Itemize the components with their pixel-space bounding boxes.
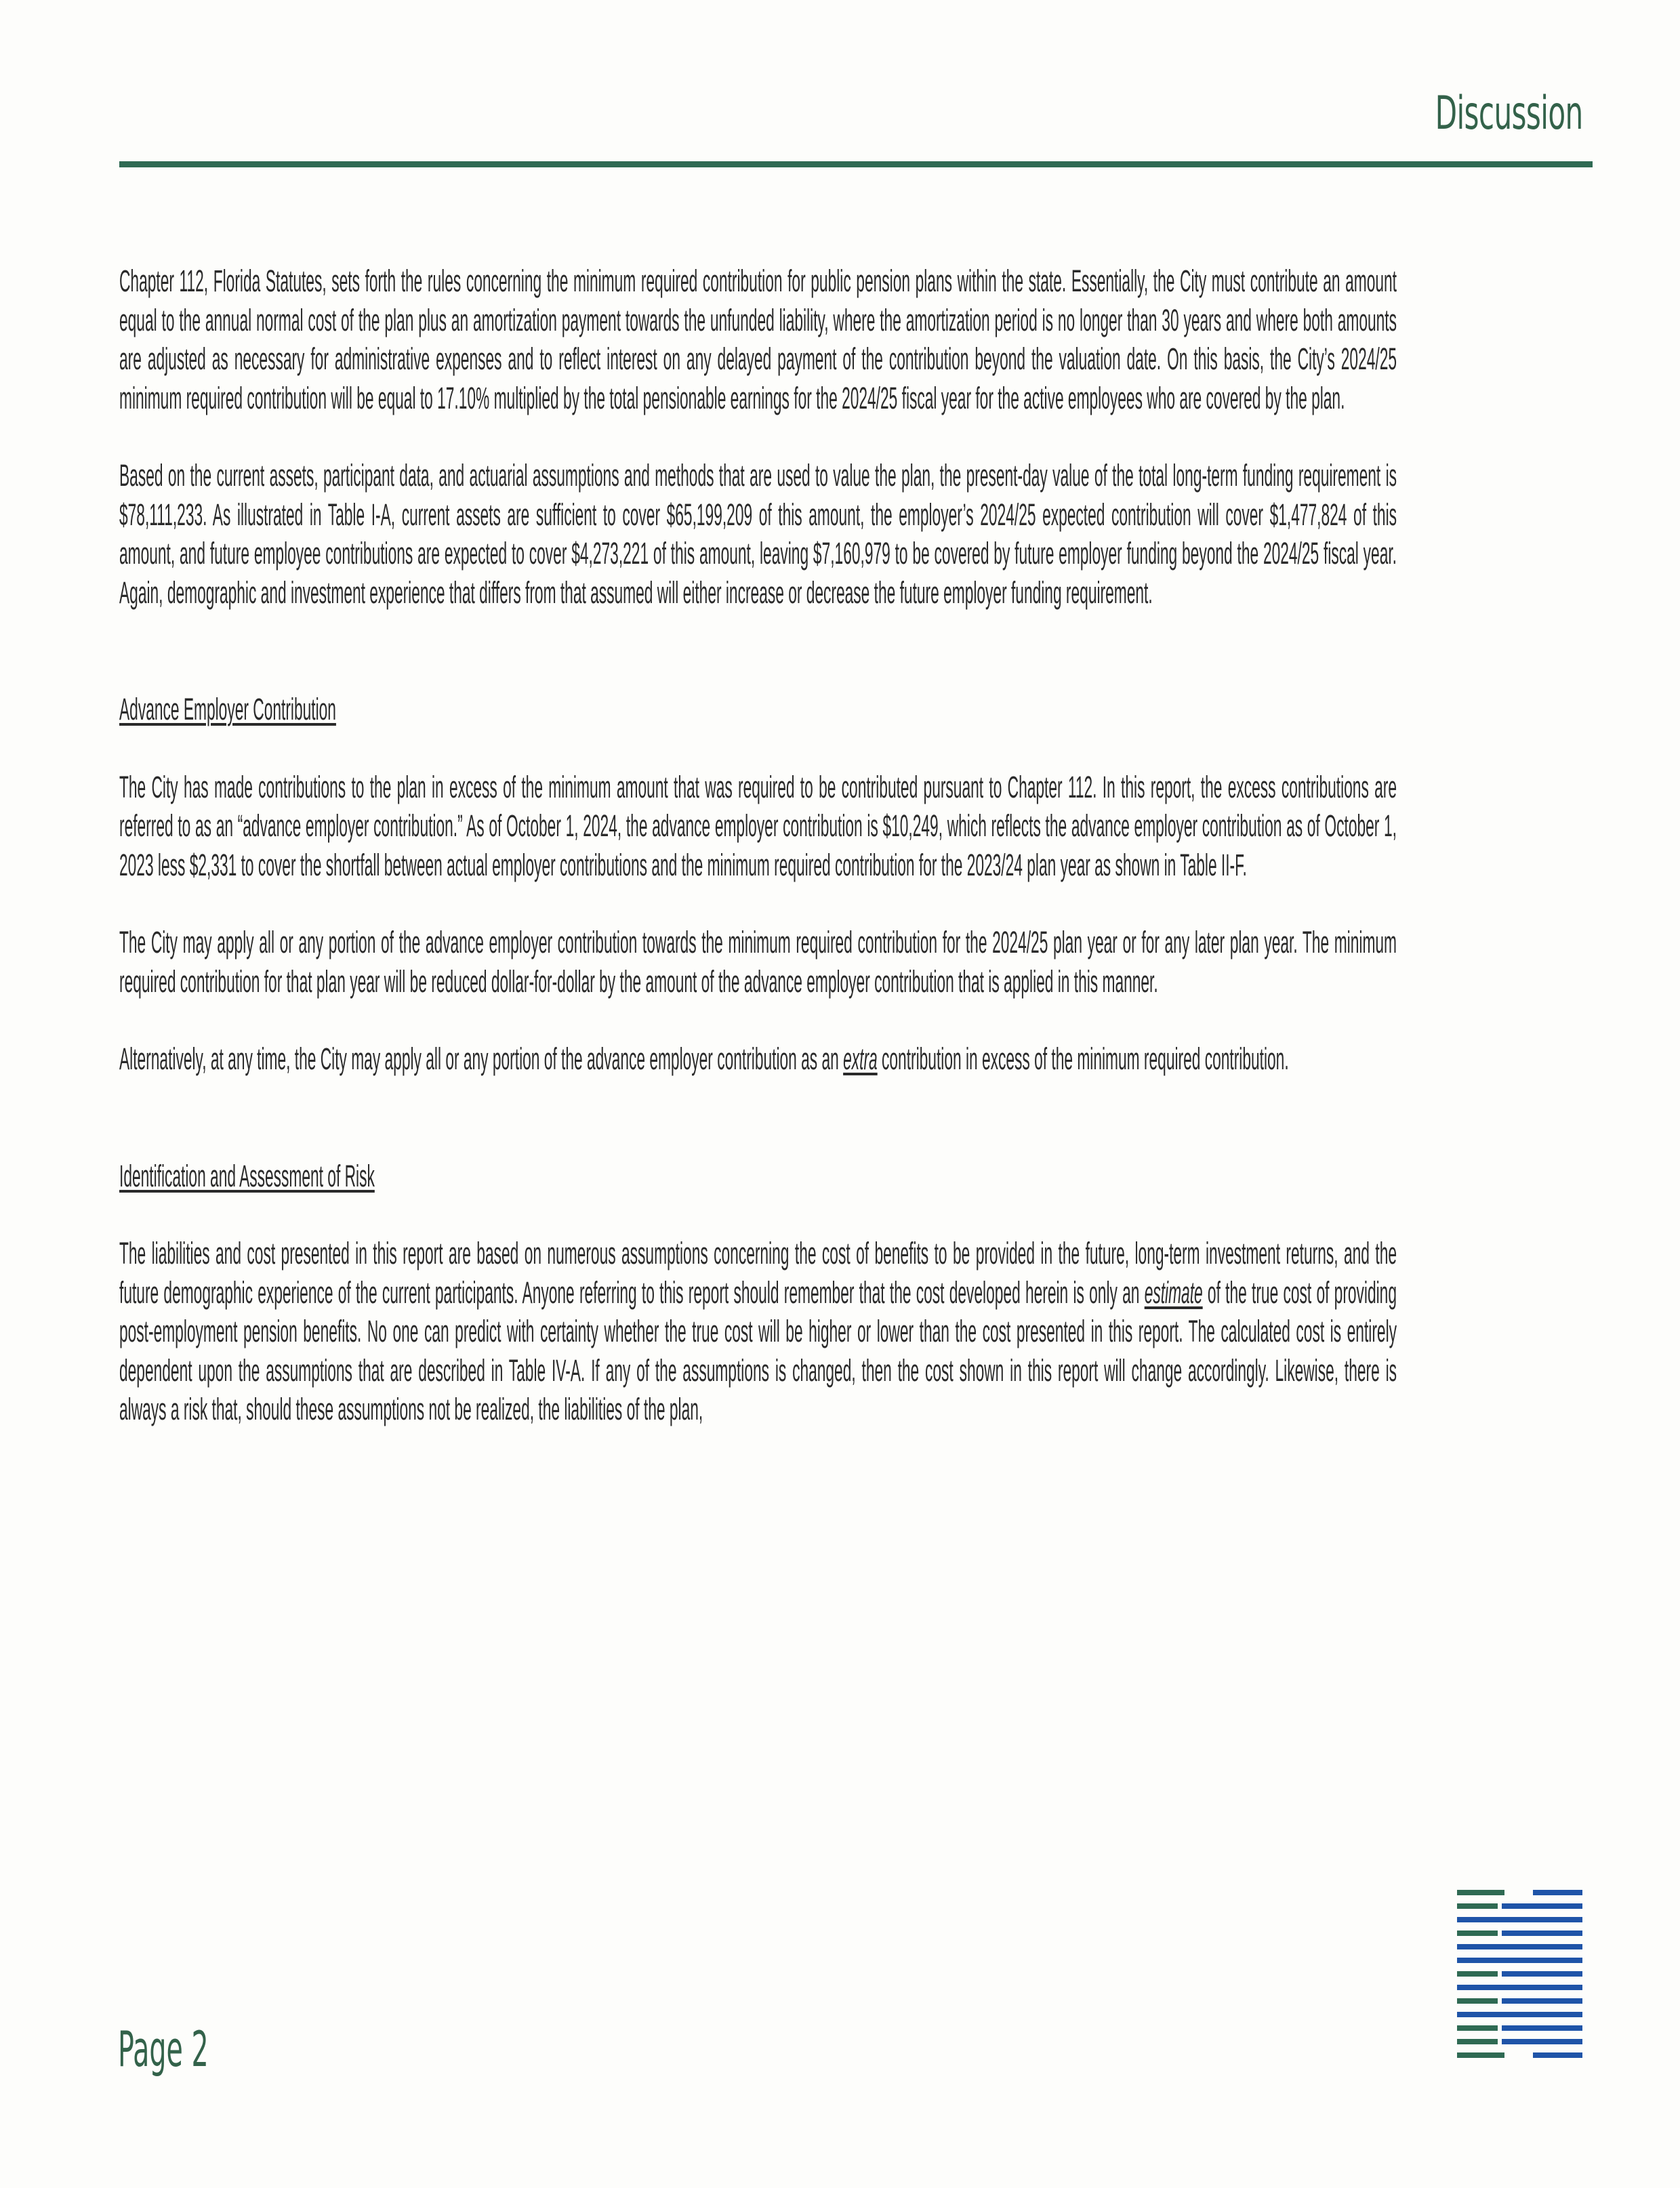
paragraph-risk <box>119 1234 1397 1429</box>
text-span: of the true cost of providing post-employment pension benefits. No one can predict with certainty whether the true cost will be higher or lower than the cost presented in this report. The calculated cost is entirely dependent upon the assumptions that are described in Table IV-A. If any of the assumptions is changed, then the cost shown in this report will change accordingly. Likewise, there is always a risk that, should these assumptions not be realized, the liabilities of the plan, <box>119 1275 1397 1426</box>
header-divider <box>119 161 1593 167</box>
paragraph-extra-contribution <box>119 1039 1397 1079</box>
paragraph-minimum-contribution: Chapter 112, Florida Statutes, sets forth the rules concerning the minimum required contribution for public pension plans within the state. Essentially, the City must contribute an amount equal to the annual normal cost of the plan plus an amortization payment towards the unfunded liability, where the amortization period is no longer than 30 years and where both amounts are adjusted as necessary for administrative expenses and to reflect interest on any delayed payment of the contribution beyond the valuation date. On this basis, the City’s 2024/25 minimum required contribution will be equal to 17.10% multiplied by the total pensionable earnings for the 2024/25 fiscal year for the active employees who are covered by the plan. <box>119 264 1397 415</box>
paragraph-apply-advance-contribution: The City may apply all or any portion of the advance employer contribution towards the minimum required contribution for the 2024/25 plan year or for any later plan year. The minimum required contribution for that plan year will be reduced dollar-for-dollar by the amount of the advance employer contribution that is applied in this manner. <box>119 925 1397 999</box>
text-span: The liabilities and cost presented in this report are based on numerous assumptions concerning the cost of benefits to be provided in the future, long-term investment returns, and the future demographic experience of the current participants. Anyone referring to this report should remember that the cost developed herein is only an <box>119 1236 1397 1310</box>
text-span: Alternatively, at any time, the City may apply all or any portion of the advance employer contribution as an <box>119 1041 844 1076</box>
paragraph-advance-contribution: The City has made contributions to the plan in excess of the minimum amount that was required to be contributed pursuant to Chapter 112. In this report, the excess contributions are referred to as an “advance employer contribution.” As of October 1, 2024, the advance employer contribution is $10,249, which reflects the advance employer contribution as of October 1, 2023 less $2,331 to cover the shortfall between actual employer contributions and the minimum required contribution for the 2023/24 plan year as shown in Table II-F. <box>119 769 1397 882</box>
firm-logo-icon <box>1457 1887 1582 2060</box>
emphasis-extra: extra <box>843 1041 878 1076</box>
page-number: Page 2 <box>118 2021 209 2078</box>
text-span: contribution in excess of the minimum required contribution. <box>877 1041 1289 1076</box>
emphasis-estimate: estimate <box>1144 1275 1203 1310</box>
page-header-title: Discussion <box>1435 87 1583 140</box>
section-heading-risk: Identification and Assessment of Risk <box>119 1158 375 1193</box>
paragraph-funding-requirement: Based on the current assets, participant data, and actuarial assumptions and methods that are used to value the plan, the present-day value of the total long-term funding requirement is $78,111,233. As illustrated in Table I-A, current assets are sufficient to cover $65,199,209 of this amount, the employer’s 2024/25 expected contribution will cover $1,477,824 of this amount, and future employee contributions are expected to cover $4,273,221 of this amount, leaving $7,160,979 to be covered by future employer funding beyond the 2024/25 fiscal year. Again, demographic and investment experience that differs from that assumed will either increase or decrease the future employer funding requirement. <box>119 458 1397 610</box>
document-body <box>119 262 1397 1429</box>
section-heading-advance-employer-contribution: Advance Employer Contribution <box>119 692 336 726</box>
